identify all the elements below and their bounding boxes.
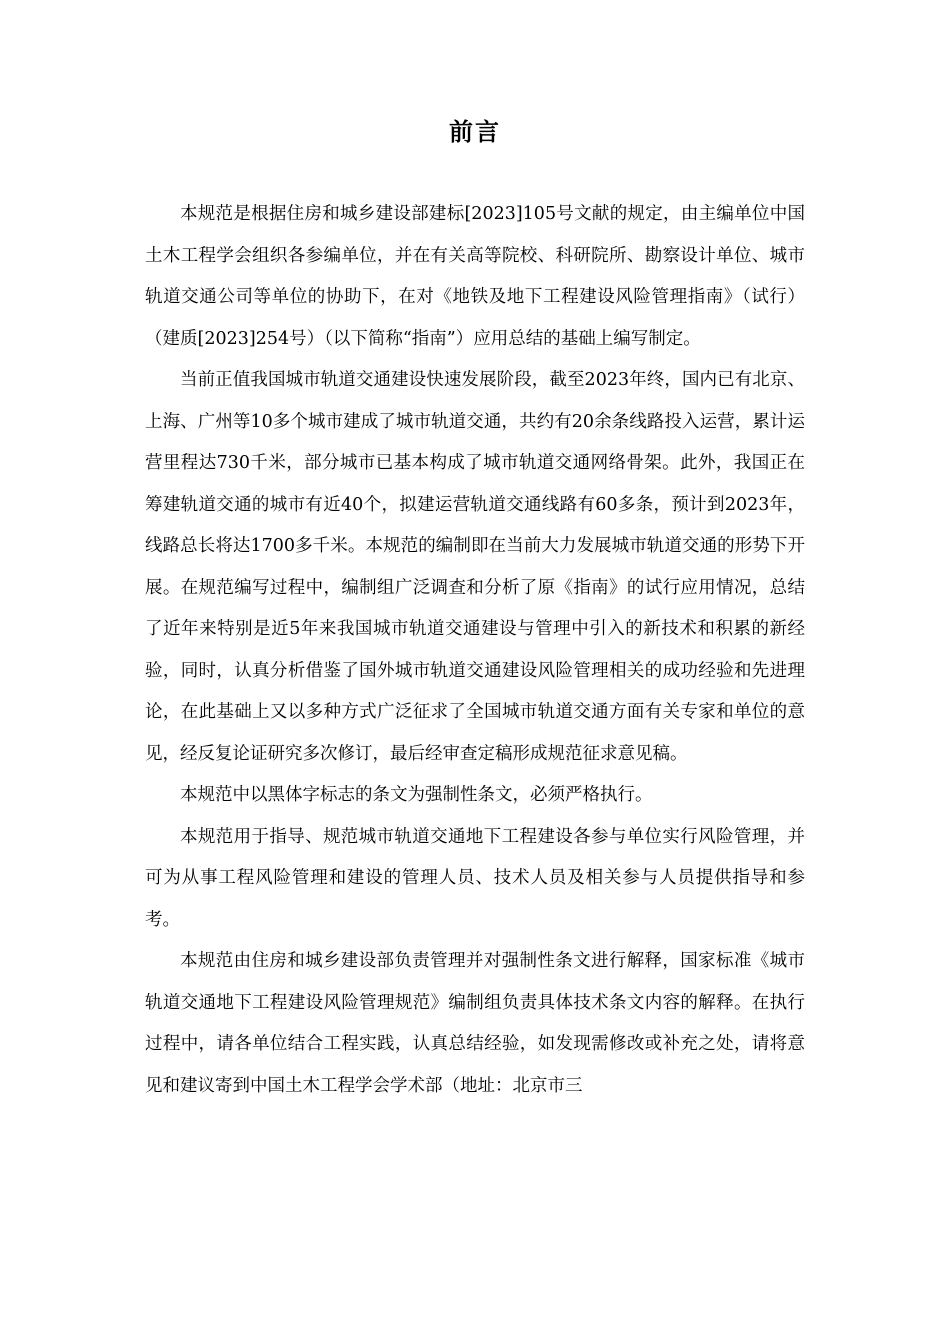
page-title: 前言 <box>449 117 501 146</box>
paragraph-administration: 本规范由住房和城乡建设部负责管理并对强制性条文进行解释，国家标准《城市轨道交通地下工程建设风险管理规范》编制组负责具体技术条文内容的解释。在执行过程中，请各单位结合工程实践，认真总结经验，如发现需修改或补充之处，请将意见和建议寄到中国土木工程学会学术部（地址：北京市三 <box>145 951 805 1096</box>
paragraph-basis: 本规范是根据住房和城乡建设部建标[2023]105号文献的规定，由主编单位中国土木工程学会组织各参编单位，并在有关高等院校、科研院所、勘察设计单位、城市轨道交通公司等单位的协助下，在对《地铁及地下工程建设风险管理指南》（试行）（建质[2023]254号）（以下简称“指南”）应用总结的基础上编写制定。 <box>145 204 805 349</box>
paragraph-mandatory-clauses: 本规范中以黑体字标志的条文为强制性条文，必须严格执行。 <box>180 785 653 805</box>
paragraph-scope: 本规范用于指导、规范城市轨道交通地下工程建设各参与单位实行风险管理，并可为从事工程风险管理和建设的管理人员、技术人员及相关参与人员提供指导和参考。 <box>145 826 805 930</box>
document-body <box>145 194 805 1107</box>
paragraph-background: 当前正值我国城市轨道交通建设快速发展阶段，截至2023年终，国内已有北京、上海、广州等10多个城市建成了城市轨道交通，共约有20余条线路投入运营，累计运营里程达730千米，部分城市已基本构成了城市轨道交通网络骨架。此外，我国正在筹建轨道交通的城市有近40个，拟建运营轨道交通线路有60多条，预计到2023年，线路总长将达1700多千米。本规范的编制即在当前大力发展城市轨道交通的形势下开展。在规范编写过程中，编制组广泛调查和分析了原《指南》的试行应用情况，总结了近年来特别是近5年来我国城市轨道交通建设与管理中引入的新技术和积累的新经验，同时，认真分析借鉴了国外城市轨道交通建设风险管理相关的成功经验和先进理论，在此基础上又以多种方式广泛征求了全国城市轨道交通方面有关专家和单位的意见，经反复论证研究多次修订，最后经审查定稿形成规范征求意见稿。 <box>145 370 805 764</box>
